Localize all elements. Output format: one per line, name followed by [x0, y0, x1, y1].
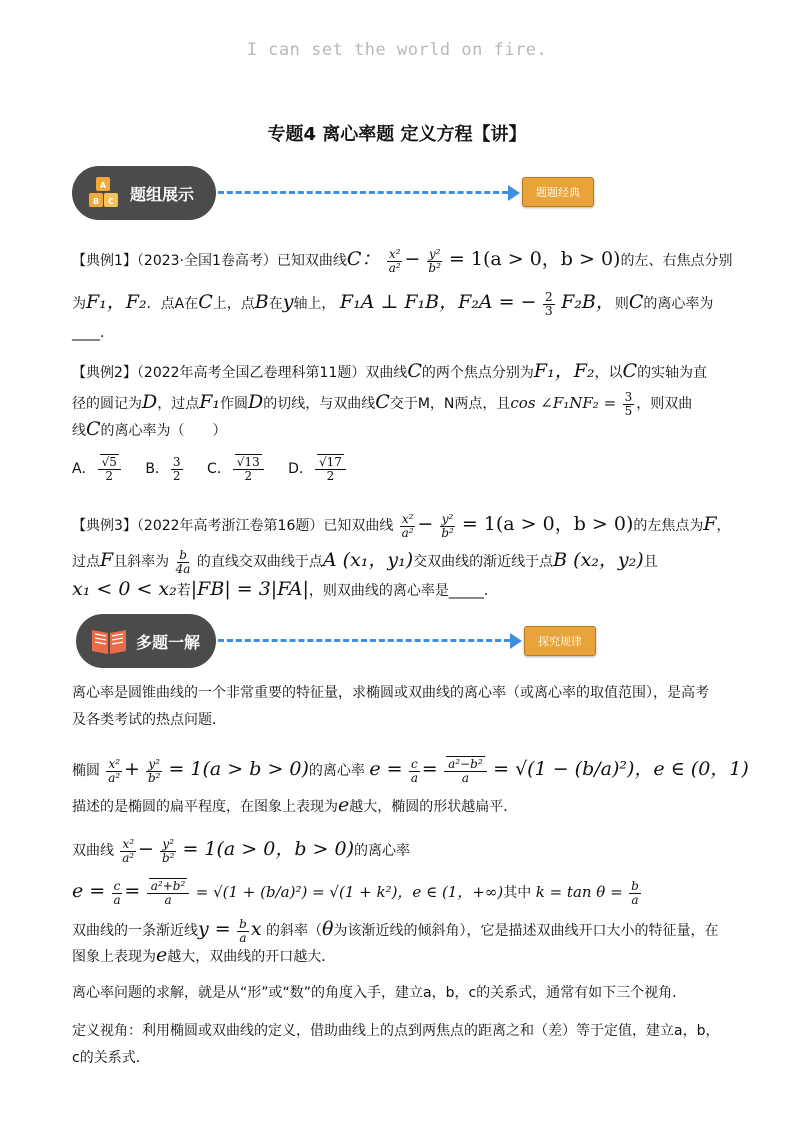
paragraph-method: 离心率问题的求解，就是从“形”或“数”的角度入手，建立a，b，c的关系式，通常有如下三个视角． [72, 985, 687, 1001]
section-header-tizu [72, 166, 216, 220]
svg-text:B: B [92, 197, 100, 206]
watermark: I can set the world on fire. [246, 40, 548, 60]
dashed-connector [218, 639, 510, 642]
example-2-line-3: 线C的离心率为（ ） [72, 418, 227, 440]
section-header-duoti [76, 614, 216, 668]
paragraph-intro-1: 离心率是圆锥曲线的一个非常重要的特征量，求椭圆或双曲线的离心率（或离心率的取值范围），是高考 [72, 685, 709, 701]
paragraph-intro-2: 及各类考试的热点问题． [72, 712, 226, 728]
option-b[interactable]: B． $\frac{3}{2}$ [145, 455, 181, 483]
svg-text:C: C [108, 197, 114, 206]
example-3-line-1: 【典例3】（2022年高考浙江卷第16题）已知双曲线 $\frac{\text{x²}}{\text{a²}}$ − $\frac{\text{y²}}{\text{b²}}$ = 1(a > 0，b > 0)的左焦点为F， [72, 512, 731, 540]
example-1-line-2: 为F₁，F₂．点A在C上，点B在y轴上， F₁A ⊥ F₁B，F₂A = − $\frac{2}{3}$ F₂B，则C的离心率为 [72, 290, 714, 318]
arrow-icon [510, 633, 522, 649]
arrow-icon [508, 185, 520, 201]
blocks-icon [86, 175, 122, 211]
option-a[interactable]: A． $\frac{√5}{2}$ [72, 456, 123, 482]
ellipse-description: 描述的是椭圆的扁平程度，在图象上表现为e越大，椭圆的形状越扁平． [72, 794, 518, 816]
example-3-line-3: x₁ < 0 < x₂若|FB| = 3|FA|，则双曲线的离心率是_____． [72, 578, 498, 600]
section-label: 多题一解 [136, 632, 201, 652]
paragraph-definition-view-1: 定义视角：利用椭圆或双曲线的定义，借助曲线上的点到两焦点的距离之和（差）等于定值，建立a，b， [72, 1023, 720, 1039]
dashed-connector [218, 191, 508, 194]
svg-text:A: A [99, 181, 107, 190]
example-1-answer-blank: ____． [72, 325, 114, 341]
hyperbola-definition: 双曲线 $\frac{\text{x²}}{\text{a²}}$ − $\frac{\text{y²}}{\text{b²}}$ = 1(a > 0，b > 0)的离心率 [72, 837, 410, 865]
example-2-line-1: 【典例2】（2022年高考全国乙卷理科第11题）双曲线C的两个焦点分别为F₁，F₂，以C的实轴为直 [72, 360, 708, 382]
option-d[interactable]: D． $\frac{√17}{2}$ [288, 456, 348, 482]
paragraph-definition-view-2: c的关系式． [72, 1050, 150, 1066]
example-1-line-1: 【典例1】（2023·全国1卷高考）已知双曲线C： $\frac{\text{x²}}{\text{a²}}$ − $\frac{\text{y²}}{\text{b²}}$ = 1(a > 0，b > 0)的左、右焦点分别 [72, 247, 733, 275]
page-title: 专题4 离心率题 定义方程【讲】 [267, 124, 527, 145]
example-2-line-2: 径的圆记为D，过点F₁作圆D的切线，与双曲线C交于M，N两点，且cos ∠F₁NF₂ = $\frac{3}{5}$ ，则双曲 [72, 390, 693, 418]
book-icon [90, 626, 128, 656]
ellipse-eccentricity-formula: 椭圆 $\frac{\text{x²}}{\text{a²}}$ + $\frac{\text{y²}}{\text{b²}}$ = 1(a > b > 0)的离心率 e = $\frac{c}{a}$ = $\frac{\text{a²−b²}}{a}$ = √(1 − (b/a)²)，e ∈ (0，1) [72, 757, 749, 785]
section-label: 题组展示 [130, 184, 195, 204]
asymptote-description: 双曲线的一条渐近线y = $\frac{b}{a}$ x 的斜率（θ为该渐近线的倾斜角），它是描述双曲线开口大小的特征量，在 [72, 917, 719, 945]
asymptote-description-2: 图象上表现为e越大，双曲线的开口越大． [72, 944, 336, 966]
example-2-options [72, 456, 366, 482]
option-c[interactable]: C． $\frac{√13}{2}$ [207, 456, 266, 482]
hyperbola-eccentricity-formula: e = $\frac{c}{a}$ = $\frac{\text{a²+b²}}{a}$ = √(1 + (b/a)²) = √(1 + k²)，e ∈ (1，+∞)其中 k = tan θ = $\frac{b}{a}$ [72, 879, 639, 907]
section-tag: 探究规律 [524, 626, 596, 656]
section-tag: 题题经典 [522, 177, 594, 207]
example-3-line-2: 过点F且斜率为 $\frac{b}{4a}$ 的直线交双曲线于点A (x₁，y₁)交双曲线的渐近线于点B (x₂，y₂)且 [72, 548, 658, 576]
